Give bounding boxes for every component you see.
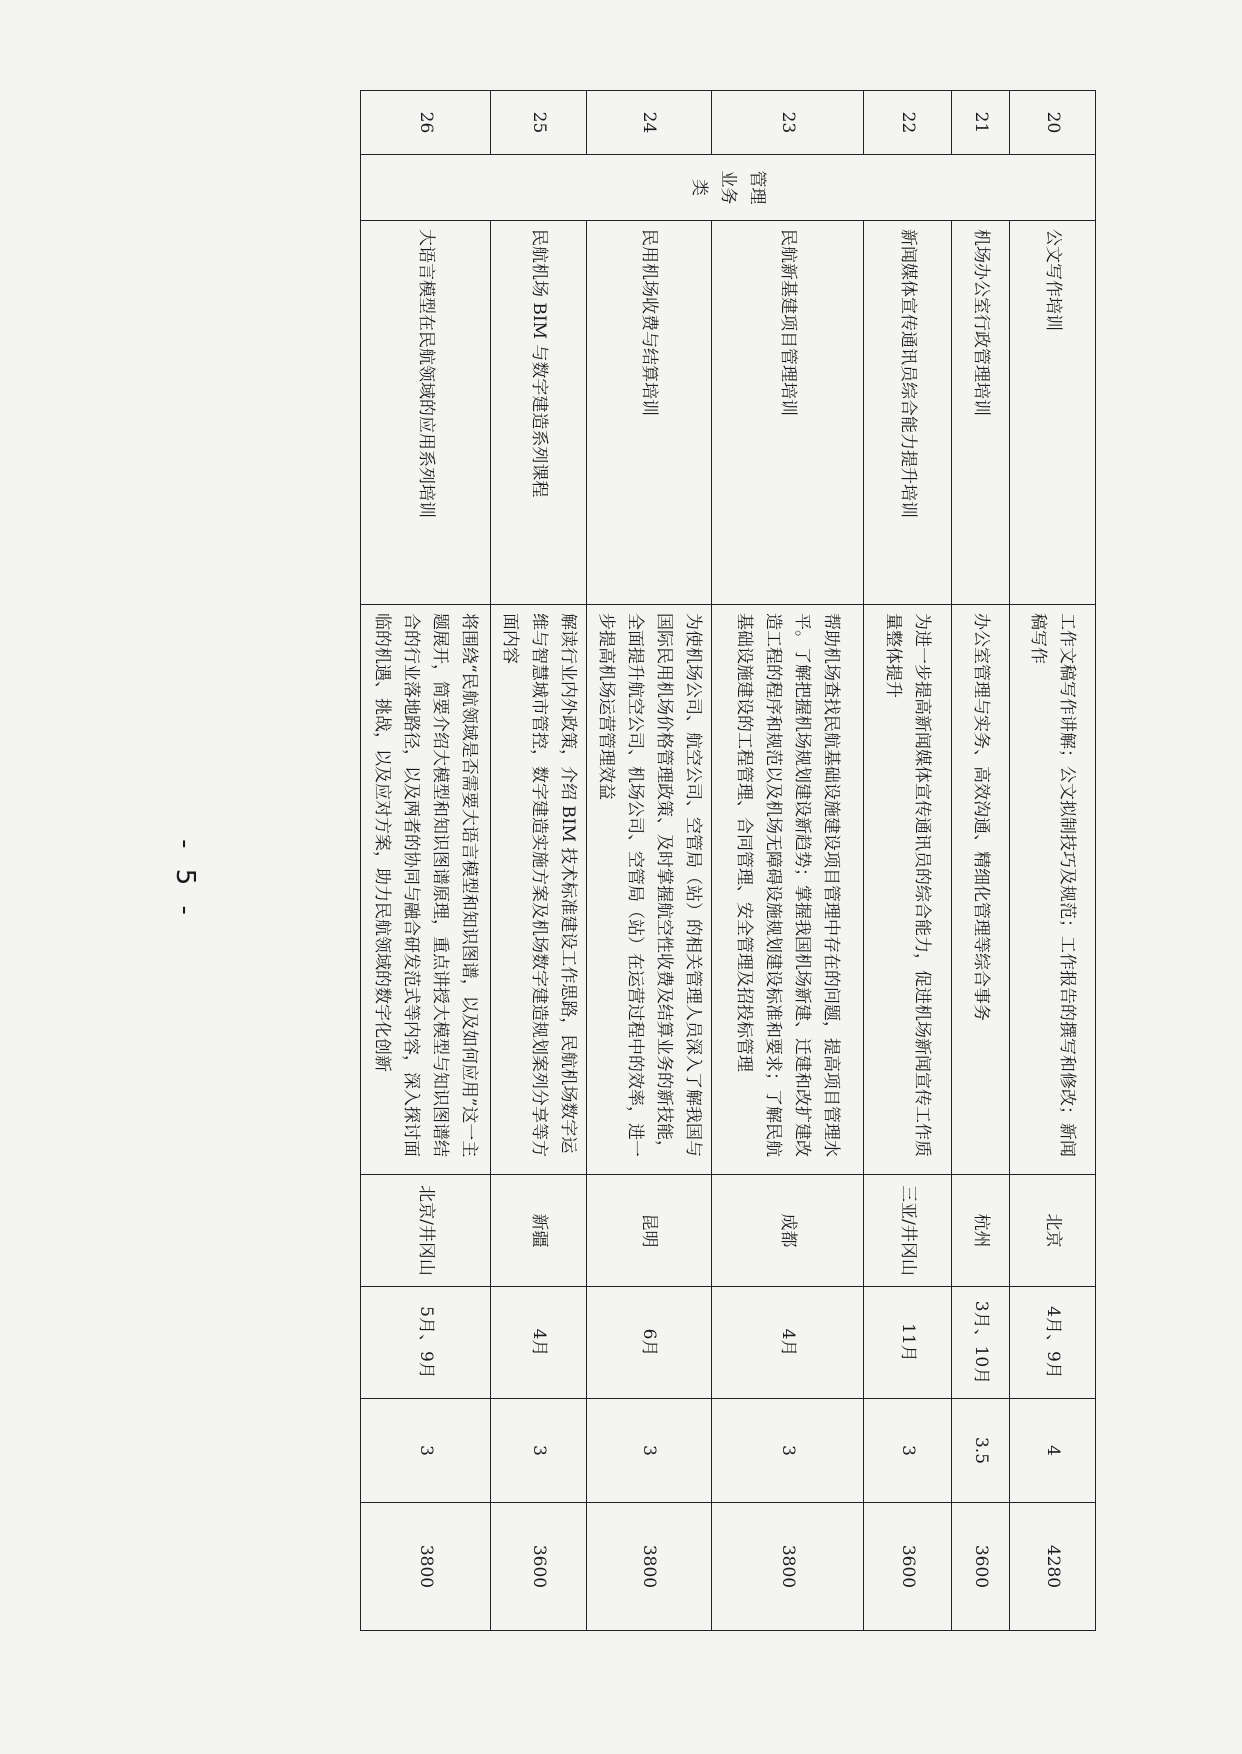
- row-number: 26: [361, 91, 491, 155]
- course-content: 办公室管理与实务、高效沟通、精细化管理等综合事务: [952, 605, 1010, 1175]
- course-days: 3: [361, 1399, 491, 1503]
- row-number: 22: [864, 91, 952, 155]
- course-location: 昆明: [587, 1175, 712, 1287]
- course-time: 5月、9月: [361, 1287, 491, 1399]
- table-row: [361, 91, 491, 1631]
- row-number: 20: [1010, 91, 1096, 155]
- category-cell: 管理业务类: [361, 155, 1096, 221]
- course-time: 6月: [587, 1287, 712, 1399]
- course-name: 机场办公室行政管理培训: [952, 221, 1010, 605]
- course-content: 将围绕“民航领域是否需要大语言模型和知识图谱，以及如何应用”这一主题展开，简要介绍大模型和知识图谱原理，重点讲授大模型与知识图谱结合的行业落地路径，以及两者的协同与融合研发范式等内容，深入探讨面临的机遇、挑战，以及应对方案，助力民航领域的数字化创新: [361, 605, 491, 1175]
- row-number: 21: [952, 91, 1010, 155]
- table-row: [864, 91, 952, 1631]
- course-name: 新闻媒体宣传通讯员综合能力提升培训: [864, 221, 952, 605]
- course-time: 4月: [491, 1287, 587, 1399]
- course-time: 3月、10月: [952, 1287, 1010, 1399]
- course-time: 11月: [864, 1287, 952, 1399]
- course-location: 三亚/井冈山: [864, 1175, 952, 1287]
- course-days: 3: [491, 1399, 587, 1503]
- course-name: 大语言模型在民航领域的应用系列培训: [361, 221, 491, 605]
- course-name: 民航机场 BIM 与数字建造系列课程: [491, 221, 587, 605]
- course-fee: 4280: [1010, 1503, 1096, 1631]
- course-days: 3: [864, 1399, 952, 1503]
- row-number: 25: [491, 91, 587, 155]
- course-days: 3.5: [952, 1399, 1010, 1503]
- page-number: - 5 -: [170, 839, 200, 921]
- table-row: [587, 91, 712, 1631]
- course-fee: 3600: [491, 1503, 587, 1631]
- course-content: 解读行业内外政策，介绍 BIM 技术标准建设工作思路，民航机场数字运维与智慧城市管控，数字建造实施方案及机场数字建造规划案列分享等方面内容: [491, 605, 587, 1175]
- table-row: [1010, 91, 1096, 1631]
- course-content: 为使机场公司、航空公司、空管局（站）的相关管理人员深入了解我国与国际民用机场价格管理政策、及时掌握航空性收费及结算业务的新技能，全面提升航空公司、机场公司、空管局（站）在运营过程中的效率，进一步提高机场运营管理效益: [587, 605, 712, 1175]
- course-time: 4月: [712, 1287, 864, 1399]
- course-location: 新疆: [491, 1175, 587, 1287]
- course-days: 3: [587, 1399, 712, 1503]
- table-row: [712, 91, 864, 1631]
- course-content: 工作文稿写作讲解；公文拟制技巧及规范；工作报告的撰写和修改；新闻稿写作: [1010, 605, 1096, 1175]
- row-number: 23: [712, 91, 864, 155]
- course-content: 为进一步提高新闻媒体宣传通讯员的综合能力，促进机场新闻宣传工作质量整体提升: [864, 605, 952, 1175]
- course-days: 4: [1010, 1399, 1096, 1503]
- course-fee: 3800: [712, 1503, 864, 1631]
- training-table: [360, 90, 1096, 1631]
- table-row: [952, 91, 1010, 1631]
- course-name: 民航新基建项目管理培训: [712, 221, 864, 605]
- course-fee: 3600: [864, 1503, 952, 1631]
- course-location: 杭州: [952, 1175, 1010, 1287]
- course-location: 北京/井冈山: [361, 1175, 491, 1287]
- course-fee: 3800: [587, 1503, 712, 1631]
- course-content: 帮助机场查找民航基础设施建设项目管理中存在的问题，提高项目管理水平。了解把握机场规划建设新趋势；掌握我国机场新建、迁建和改扩建改造工程的程序和规范以及机场无障碍设施规划建设标准和要求；了解民航基础设施建设的工程管理、合同管理、安全管理及招投标管理: [712, 605, 864, 1175]
- table-row: [491, 91, 587, 1631]
- course-location: 成都: [712, 1175, 864, 1287]
- course-name: 民用机场收费与结算培训: [587, 221, 712, 605]
- course-location: 北京: [1010, 1175, 1096, 1287]
- course-fee: 3800: [361, 1503, 491, 1631]
- course-fee: 3600: [952, 1503, 1010, 1631]
- row-number: 24: [587, 91, 712, 155]
- course-days: 3: [712, 1399, 864, 1503]
- course-time: 4月、9月: [1010, 1287, 1096, 1399]
- course-name: 公文写作培训: [1010, 221, 1096, 605]
